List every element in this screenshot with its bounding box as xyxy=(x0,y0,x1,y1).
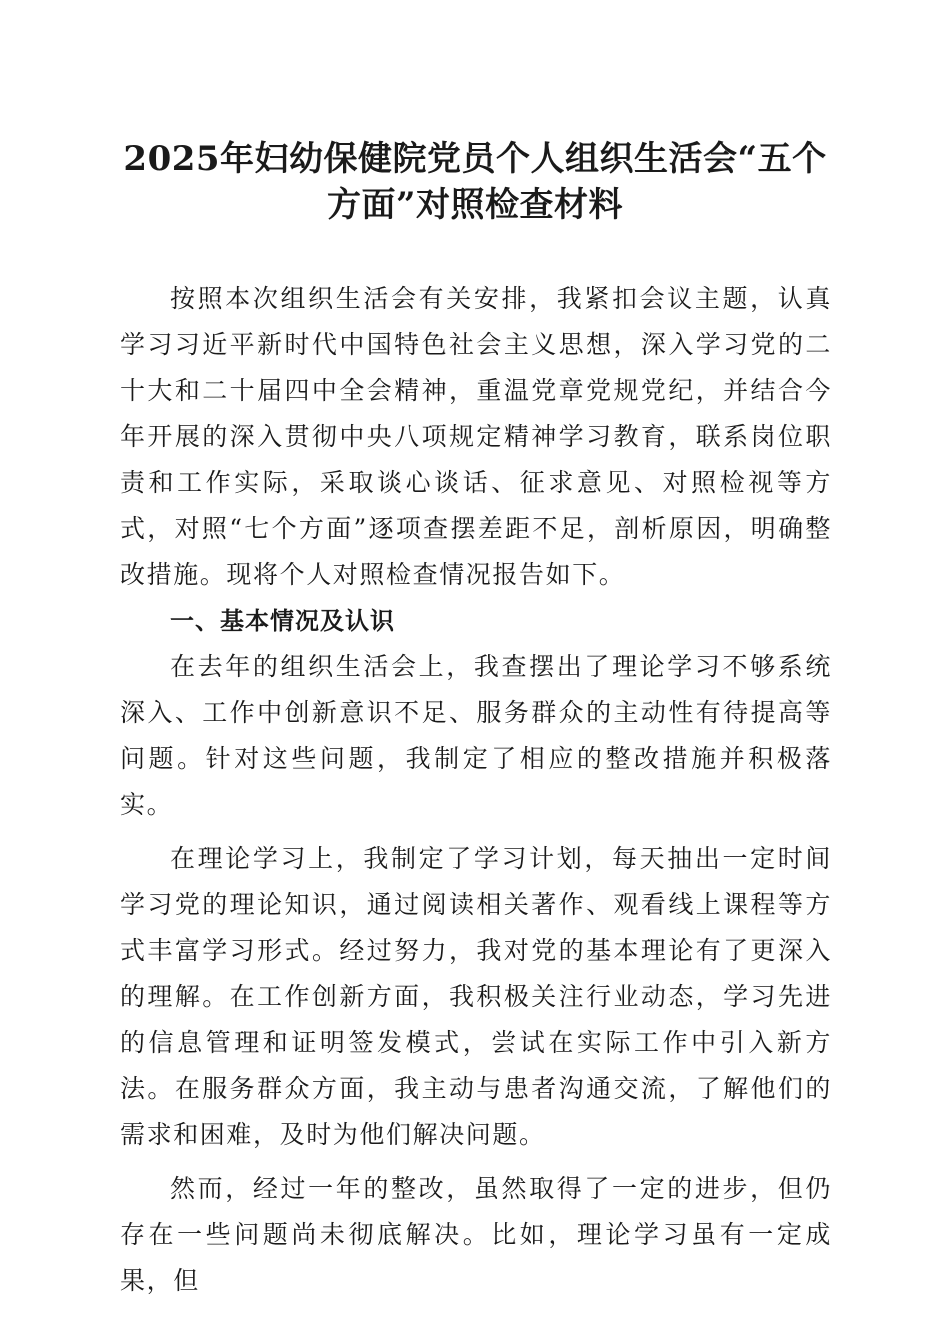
document-title: 2025年妇幼保健院党员个人组织生活会“五个方面”对照检查材料 xyxy=(123,139,827,225)
body-paragraph: 在理论学习上，我制定了学习计划，每天抽出一定时间学习党的理论知识，通过阅读相关著作、观看线上课程等方式丰富学习形式。经过努力，我对党的基本理论有了更深入的理解。在工作创新方面，我积极关注行业动态，学习先进的信息管理和证明签发模式，尝试在实际工作中引入新方法。在服务群众方面，我主动与患者沟通交流，了解他们的需求和困难，及时为他们解决问题。 xyxy=(120,844,832,1149)
body-paragraph: 在去年的组织生活会上，我查摆出了理论学习不够系统深入、工作中创新意识不足、服务群众的主动性有待提高等问题。针对这些问题，我制定了相应的整改措施并积极落实。 xyxy=(120,652,832,819)
document-body xyxy=(120,276,832,1304)
body-paragraph: 然而，经过一年的整改，虽然取得了一定的进步，但仍存在一些问题尚未彻底解决。比如，理论学习虽有一定成果，但 xyxy=(120,1174,832,1295)
section-heading: 一、基本情况及认识 xyxy=(170,607,395,635)
paragraph-gap xyxy=(120,1158,832,1166)
intro-paragraph: 按照本次组织生活会有关安排，我紧扣会议主题，认真学习习近平新时代中国特色社会主义思想，深入学习党的二十大和二十届四中全会精神，重温党章党规党纪，并结合今年开展的深入贯彻中央八项规定精神学习教育，联系岗位职责和工作实际，采取谈心谈话、征求意见、对照检视等方式，对照“七个方面”逐项查摆差距不足，剖析原因，明确整改措施。现将个人对照检查情况报告如下。 xyxy=(120,284,832,589)
paragraph-gap xyxy=(120,828,832,836)
